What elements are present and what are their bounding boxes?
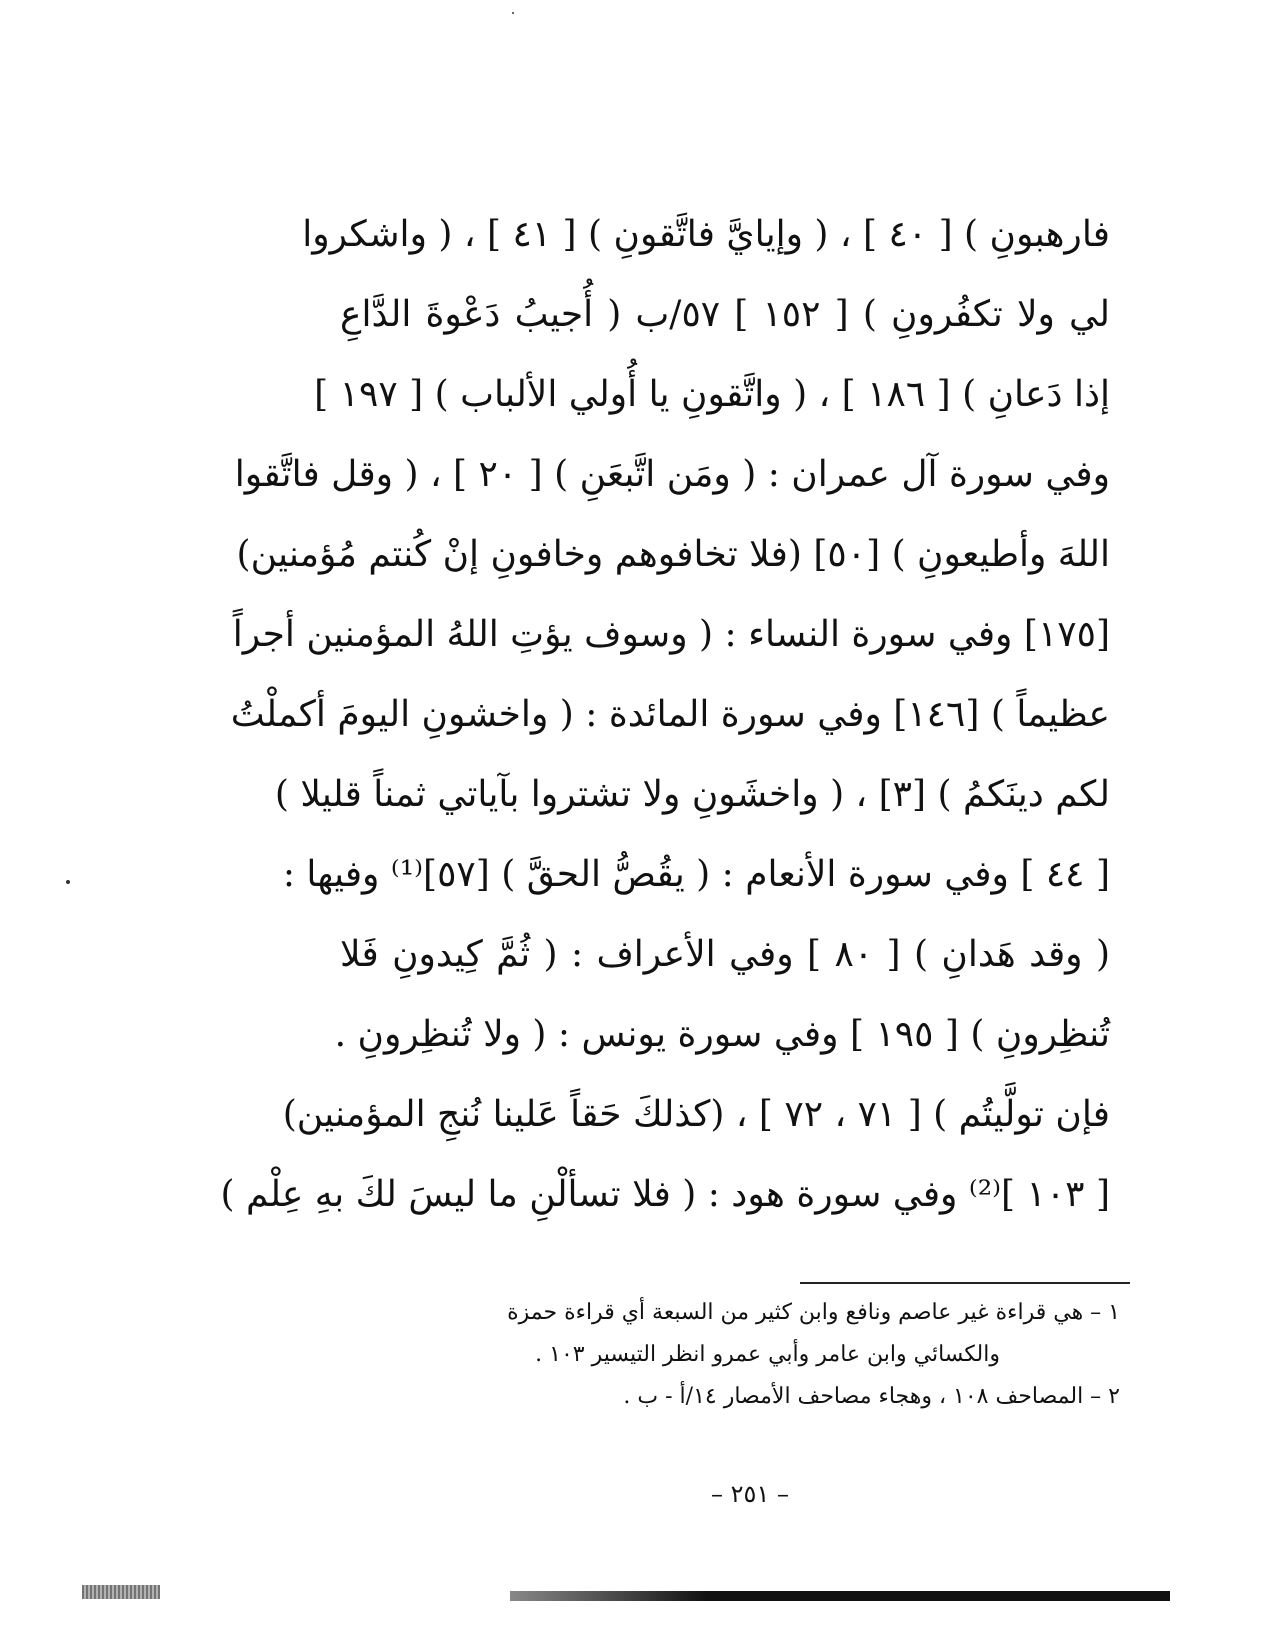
footnote-2: ٢ – المصاحف ١٠٨ ، وهجاء مصاحف الأمصار ١٤/أ - ب . — [623, 1384, 1120, 1409]
scan-artifact-smudge — [82, 1585, 160, 1599]
text-line-10: ( وقد هَدانِ ) [ ٨٠ ] وفي الأعراف : ( ثُمَّ كِيدونِ فَلا — [340, 934, 1110, 975]
footnote-1-continuation: والكسائي وابن عامر وأبي عمرو انظر التيسير ١٠٣ . — [535, 1342, 1000, 1367]
text-line-13: [ ١٠٣ ]⁽²⁾ وفي سورة هود : ( فلا تسألْنِ ما ليسَ لكَ بهِ عِلْم ) — [220, 1174, 1110, 1215]
text-line-6: [١٧٥] وفي سورة النساء : ( وسوف يؤتِ اللهُ المؤمنين أجراً — [232, 614, 1110, 655]
text-line-7: عظيماً ) [١٤٦] وفي سورة المائدة : ( واخشونِ اليومَ أكملْتُ — [230, 694, 1110, 735]
footnote-1: ١ – هي قراءة غير عاصم ونافع وابن كثير من السبعة أي قراءة حمزة — [507, 1300, 1120, 1325]
text-line-9: [ ٤٤ ] وفي سورة الأنعام : ( يقُصُّ الحقَّ ) [٥٧]⁽¹⁾ وفيها : — [282, 854, 1110, 895]
page-number: – ٢٥١ – — [711, 1480, 789, 1508]
text-line-3: إذا دَعانِ ) [ ١٨٦ ] ، ( واتَّقونِ يا أُولي الألباب ) [ ١٩٧ ] — [314, 374, 1110, 415]
text-line-1: فارهبونِ ) [ ٤٠ ] ، ( وإيايَّ فاتَّقونِ ) [ ٤١ ] ، ( واشكروا — [302, 214, 1110, 255]
scan-artifact-dot — [512, 12, 514, 14]
text-line-2: لي ولا تكفُرونِ ) [ ١٥٢ ] ٥٧/ب ( أُجيبُ دَعْوةَ الدَّاعِ — [340, 294, 1110, 335]
footnotes-block — [350, 1292, 1120, 1418]
footnote-divider — [800, 1282, 1130, 1284]
text-line-5: اللهَ وأطيعونِ ) [٥٠] (فلا تخافوهم وخافونِ إنْ كُنتم مُؤمنين) — [236, 534, 1110, 575]
text-line-12: فإن تولَّيتُم ) [ ٧١ ، ٧٢ ] ، (كذلكَ حَقاً عَلينا نُنجِ المؤمنين) — [282, 1094, 1110, 1135]
text-line-8: لكم دينَكمُ ) [٣] ، ( واخشَونِ ولا تشتروا بآياتي ثمناً قليلا ) — [274, 774, 1110, 815]
text-line-4: وفي سورة آل عمران : ( ومَن اتَّبعَنِ ) [ ٢٠ ] ، ( وقل فاتَّقوا — [234, 454, 1110, 495]
scan-artifact-bar — [510, 1591, 1170, 1601]
main-text-block — [220, 205, 1110, 1245]
scan-artifact-dot — [66, 880, 70, 884]
text-line-11: تُنظِرونِ ) [ ١٩٥ ] وفي سورة يونس : ( ولا تُنظِرونِ . — [334, 1014, 1110, 1055]
